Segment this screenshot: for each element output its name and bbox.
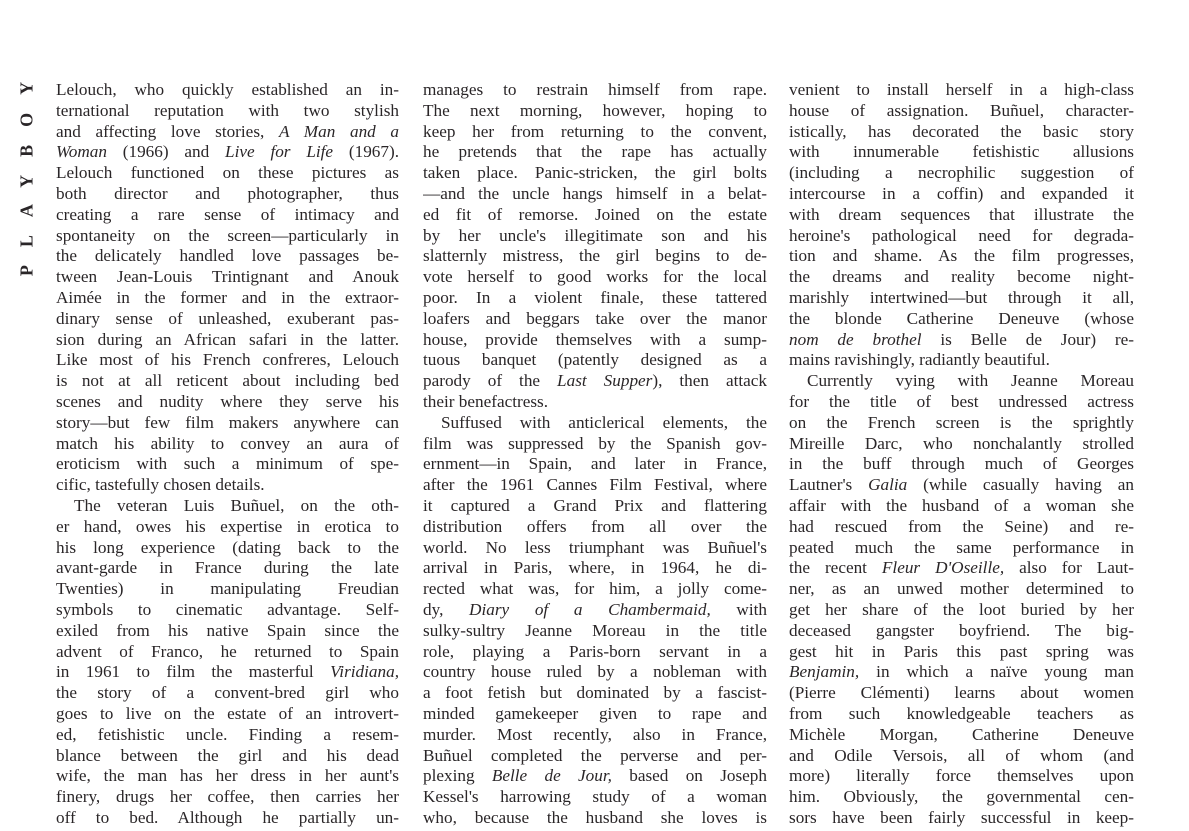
body-text: who, because the husband she loves is [423,807,767,827]
body-text: distribution offers from all over the [423,516,767,536]
text-line [56,371,399,392]
text-line [789,80,1134,101]
italic-title-text: Live for Life [225,142,334,162]
text-line [423,538,767,559]
text-column-3 [789,80,1134,829]
italic-title-text: Galia [868,475,908,495]
text-line [789,330,1134,351]
body-text: Lautner's [789,475,869,495]
text-line [56,517,399,538]
italic-title-text: Benjamin, [789,662,860,682]
body-text: the blonde Catherine Deneuve (whose [789,308,1134,328]
text-line [56,80,399,101]
text-line [56,288,399,309]
body-text: tion and shame. As the film progresses, [789,246,1134,266]
body-text: venient to install herself in a high-class [789,80,1134,99]
text-line [789,101,1134,122]
body-text: creating a rare sense of intimacy and [56,204,399,224]
text-line [789,475,1134,496]
body-text: manages to restrain himself from rape. [423,80,767,99]
body-text: rected what was, for him, a jolly come- [423,579,767,599]
text-line [423,80,767,101]
body-text: tween Jean-Louis Trintignant and Anouk [56,267,399,287]
body-text: Twenties) in manipulating Freudian [56,579,399,599]
body-text: a foot fetish but dominated by a fascist- [423,683,767,703]
body-text: for the title of best undressed actress [789,391,1134,411]
italic-title-text: Fleur D'Oseille, [881,558,1005,578]
text-line [56,766,399,787]
text-line [56,184,399,205]
body-text: the dreams and reality become night- [789,267,1134,287]
text-line [56,642,399,663]
italic-title-text: Last Supper [557,371,653,391]
body-text: dy, [423,599,470,619]
body-text: finery, drugs her coffee, then carries her [56,787,399,807]
text-line [789,808,1134,829]
body-text: country house ruled by a nobleman with [423,662,767,682]
body-text: (Pierre Clémenti) learns about women [789,683,1134,703]
text-line [789,746,1134,767]
body-text: his long experience (dating back to the [56,537,399,557]
body-text: after the 1961 Cannes Film Festival, where [423,475,767,495]
body-text: heroine's pathological need for degrada- [789,225,1134,245]
body-text: world. No less triumphant was Buñuel's [423,537,767,557]
body-text: loafers and beggars take over the manor [423,308,767,328]
body-text: by her uncle's illegitimate son and his [423,225,767,245]
body-text: ternational reputation with two stylish [56,100,399,120]
text-line [789,184,1134,205]
text-line [423,579,767,600]
body-text: The next morning, however, hoping to [423,100,767,120]
text-column-1 [56,80,399,829]
text-line [789,766,1134,787]
text-line [56,226,399,247]
text-line [423,454,767,475]
body-text: plexing [423,766,492,786]
text-line [423,122,767,143]
body-text: also for Laut- [1004,558,1134,578]
text-line [56,621,399,642]
body-text: keep her from returning to the convent, [423,121,767,141]
text-line [56,122,399,143]
body-text: and affecting love stories, [56,121,279,141]
text-line [423,787,767,808]
text-line [423,142,767,163]
text-line [56,787,399,808]
text-line [789,558,1134,579]
body-text: the story of a convent-bred girl who [56,683,399,703]
italic-title-text: Woman [56,142,107,162]
body-text: (1967). [333,142,399,162]
body-text: Aimée in the former and in the extraor- [56,287,399,307]
body-text: vote herself to good works for the local [423,267,767,287]
italic-title-text: A Man and a [278,121,399,141]
body-text: ), then attack [652,371,767,391]
text-line [56,600,399,621]
body-text: (1966) and [106,142,226,162]
text-line [423,226,767,247]
body-text: in the buff through much of Georges [789,454,1134,474]
text-line [423,246,767,267]
text-line [789,538,1134,559]
body-text: more) literally force themselves upon [789,766,1134,786]
body-text: tuous banquet (patently designed as a [423,350,767,370]
text-line [56,267,399,288]
text-line [56,579,399,600]
italic-title-text: nom de brothel [789,329,922,349]
body-text: with innumerable fetishistic allusions [789,142,1134,162]
body-text: intercourse in a coffin) and expanded it [789,183,1134,203]
body-text: blance between the girl and his dead [56,745,399,765]
text-line [789,517,1134,538]
italic-title-text: Diary of a Chambermaid, [469,599,711,619]
text-line [423,163,767,184]
text-line [423,766,767,787]
body-text: it captured a Grand Prix and flattering [423,495,767,515]
body-text: sion during an African safari in the latter. [56,329,399,349]
body-text: Lelouch, who quickly established an in- [56,80,399,99]
body-text: in which a naïve young man [859,662,1134,682]
text-line [56,101,399,122]
text-line [789,725,1134,746]
body-text: Suffused with anticlerical elements, the [441,412,767,432]
text-line [423,309,767,330]
text-line [423,496,767,517]
body-text: with dream sequences that illustrate the [789,204,1134,224]
text-line [423,350,767,371]
body-text: sors have been fairly successful in keep- [789,807,1134,827]
text-line [56,350,399,371]
body-text: off to bed. Although he partially un- [56,807,399,827]
text-line [789,434,1134,455]
body-text: their benefactress. [423,391,549,411]
body-text: match his ability to convey an aura of [56,433,399,453]
body-text: peated much the same performance in [789,537,1134,557]
body-text: on the French screen is the sprightly [789,412,1134,432]
text-line [789,350,1134,371]
body-text: ner, as an unwed mother determined to [789,579,1134,599]
body-text: murder. Most recently, also in France, [423,724,767,744]
text-line [423,267,767,288]
text-line [56,746,399,767]
body-text: Like most of his French confreres, Lelouch [56,350,399,370]
text-line [56,330,399,351]
text-line [789,142,1134,163]
body-text: film was suppressed by the Spanish gov- [423,433,767,453]
masthead-vertical [14,63,40,277]
body-text: house of assignation. Buñuel, character- [789,100,1134,120]
body-text: Mireille Darc, who nonchalantly strolled [789,433,1134,453]
body-text: ernment—in Spain, and later in France, [423,454,767,474]
body-text: taken place. Panic-stricken, the girl bolts [423,163,767,183]
text-line [423,330,767,351]
italic-title-text: Belle de Jour, [491,766,612,786]
body-text: and Odile Versois, all of whom (and [789,745,1134,765]
body-text: him. Obviously, the governmental cen- [789,787,1134,807]
body-text: both director and photographer, thus [56,183,399,203]
body-text: ed fit of remorse. Joined on the estate [423,204,767,224]
body-text: ed, fetishistic uncle. Finding a resem- [56,724,399,744]
text-line [423,621,767,642]
body-text: eroticism with such a minimum of spe- [56,454,399,474]
body-text: Kessel's harrowing study of a woman [423,787,767,807]
body-text: wife, the man has her dress in her aunt's [56,766,399,786]
text-line [789,662,1134,683]
text-line [423,101,767,122]
body-text: based on Joseph [611,766,767,786]
body-text: er hand, owes his expertise in erotica to [56,516,399,536]
body-text: gest hit in Paris this past spring was [789,641,1134,661]
text-line [789,288,1134,309]
body-text: The veteran Luis Buñuel, on the oth- [74,495,399,515]
text-line [789,579,1134,600]
body-text: poor. In a violent finale, these tattered [423,287,767,307]
body-text: goes to live on the estate of an introvert- [56,703,399,723]
text-line [789,205,1134,226]
text-line [789,246,1134,267]
text-line [56,413,399,434]
text-line [56,475,399,496]
italic-title-text: Viridiana, [330,662,399,682]
body-text: Buñuel completed the perverse and per- [423,745,767,765]
text-line [56,558,399,579]
text-line [789,454,1134,475]
text-line [423,704,767,725]
body-text: scenes and nudity where they serve his [56,391,399,411]
text-line [423,392,767,413]
body-text: arrival in Paris, where, in 1964, he di- [423,558,767,578]
body-text: cific, tastefully chosen details. [56,475,265,495]
body-text: he pretends that the rape has actually [423,142,767,162]
body-text: istically, has decorated the basic story [789,121,1134,141]
text-line [56,496,399,517]
text-line [423,558,767,579]
body-text: affair with the husband of a woman she [789,495,1134,515]
body-text: Lelouch functioned on these pictures as [56,163,399,183]
text-line [56,704,399,725]
text-line [423,288,767,309]
body-text: the recent [789,558,882,578]
text-line [789,683,1134,704]
body-text: mains ravishingly, radiantly beautiful. [789,350,1050,370]
text-column-2 [423,80,767,829]
body-text: (including a necrophilic suggestion of [789,163,1134,183]
body-text: avant-garde in France during the late [56,558,399,578]
text-line [56,309,399,330]
text-line [56,454,399,475]
body-text: with [710,599,767,619]
text-line [423,205,767,226]
text-line [56,246,399,267]
text-line [789,392,1134,413]
text-line [789,122,1134,143]
body-text: (while casually having an [907,475,1134,495]
masthead-text: PLAYBOY [16,63,37,277]
body-text: Michèle Morgan, Catherine Deneuve [789,724,1134,744]
text-line [423,371,767,392]
text-line [423,413,767,434]
body-text: is not at all reticent about including bed [56,371,399,391]
body-text: role, playing a Paris-born servant in a [423,641,767,661]
body-text: —and the uncle hangs himself in a belat- [423,183,767,203]
text-line [423,517,767,538]
body-text: from such knowledgeable teachers as [789,703,1134,723]
text-line [789,496,1134,517]
body-text: advent of Franco, he returned to Spain [56,641,399,661]
text-line [423,746,767,767]
body-text: parody of the [423,371,558,391]
text-line [789,309,1134,330]
text-line [56,142,399,163]
body-text: house, provide themselves with a sump- [423,329,767,349]
text-line [56,725,399,746]
body-text: dinary sense of unleashed, exuberant pas- [56,308,399,328]
body-text: the delicately handled love passages be- [56,246,399,266]
text-line [789,226,1134,247]
text-line [789,600,1134,621]
text-line [56,808,399,829]
text-line [789,267,1134,288]
text-line [423,184,767,205]
text-line [423,683,767,704]
text-line [789,642,1134,663]
body-text: minded gamekeeper given to rape and [423,703,767,723]
body-text: marishly intertwined—but through it all, [789,287,1134,307]
text-line [56,392,399,413]
text-line [423,600,767,621]
text-line [789,704,1134,725]
text-line [56,683,399,704]
text-line [789,371,1134,392]
text-line [789,787,1134,808]
body-text: deceased gangster boyfriend. The big- [789,620,1134,640]
text-line [423,434,767,455]
text-line [56,662,399,683]
text-line [423,642,767,663]
body-text: Currently vying with Jeanne Moreau [807,371,1134,391]
body-text: exiled from his native Spain since the [56,620,399,640]
body-text: symbols to cinematic advantage. Self- [56,599,399,619]
text-line [423,475,767,496]
text-line [56,538,399,559]
body-text: get her share of the loot buried by her [789,599,1134,619]
body-text: spontaneity on the screen—particularly in [56,225,399,245]
text-line [789,163,1134,184]
body-text: is Belle de Jour) re- [921,329,1134,349]
body-text: sulky-sultry Jeanne Moreau in the title [423,620,767,640]
body-text: in 1961 to film the masterful [56,662,331,682]
body-text: had rescued from the Seine) and re- [789,516,1134,536]
text-line [56,163,399,184]
text-line [56,434,399,455]
body-text: story—but few film makers anywhere can [56,412,399,432]
text-line [789,621,1134,642]
text-line [789,413,1134,434]
text-line [56,205,399,226]
body-text: slatternly mistress, the girl begins to de- [423,246,767,266]
text-line [423,808,767,829]
text-line [423,662,767,683]
text-line [423,725,767,746]
